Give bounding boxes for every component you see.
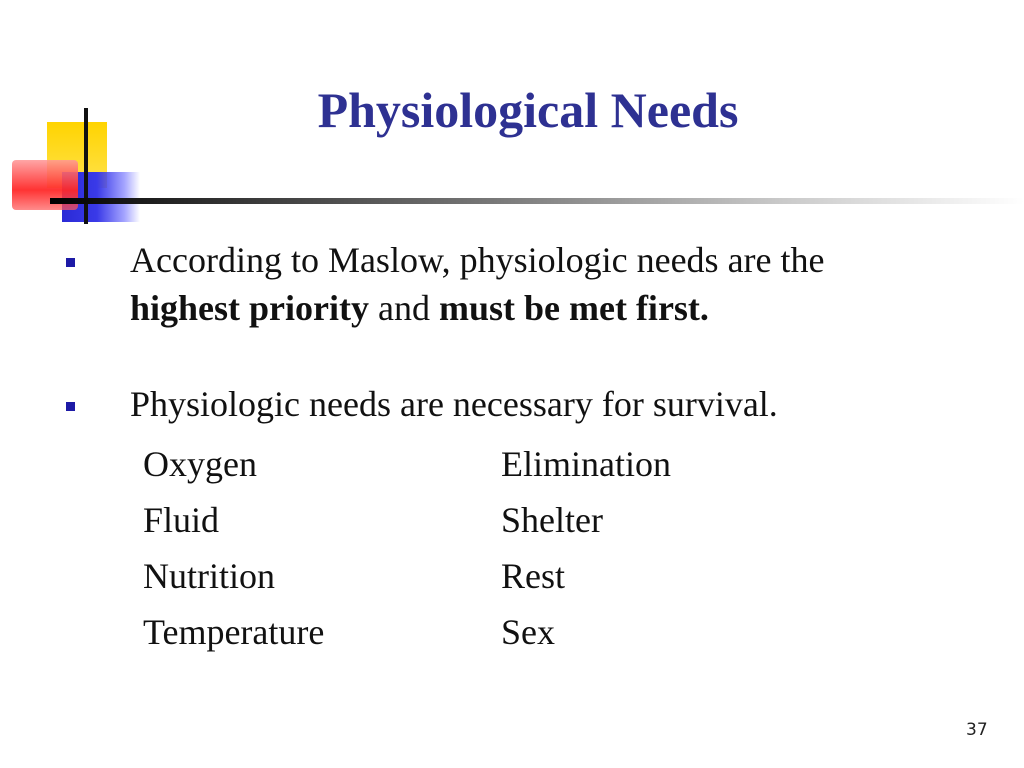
needs-row [143, 552, 743, 608]
needs-list [143, 440, 743, 664]
bullet-icon [66, 402, 75, 411]
corner-decoration [0, 0, 240, 240]
need-item: Temperature [143, 612, 325, 652]
bullet-icon [66, 258, 75, 267]
bullet-text-2: Physiologic needs are necessary for survival. [130, 384, 778, 424]
page-number: 37 [966, 720, 988, 740]
slide-title: Physiological Needs [317, 82, 739, 138]
need-item: Nutrition [143, 556, 275, 596]
vertical-rule [84, 108, 88, 224]
bullet-1-line-1: According to Maslow, physiologic needs are the [130, 240, 825, 280]
needs-row [143, 496, 743, 552]
emphasis-highest-priority: highest priority [130, 288, 369, 328]
need-item: Sex [501, 612, 555, 652]
need-item: Shelter [501, 500, 603, 540]
title-divider [50, 198, 1024, 204]
need-item: Elimination [501, 444, 671, 484]
needs-row [143, 608, 743, 664]
needs-row [143, 440, 743, 496]
bullet-text-1 [130, 236, 990, 332]
need-item: Oxygen [143, 444, 257, 484]
connector-text: and [369, 288, 439, 328]
emphasis-met-first: must be met first. [438, 288, 709, 328]
need-item: Fluid [143, 500, 220, 540]
need-item: Rest [501, 556, 566, 596]
bullet-1-line-2 [130, 284, 990, 332]
